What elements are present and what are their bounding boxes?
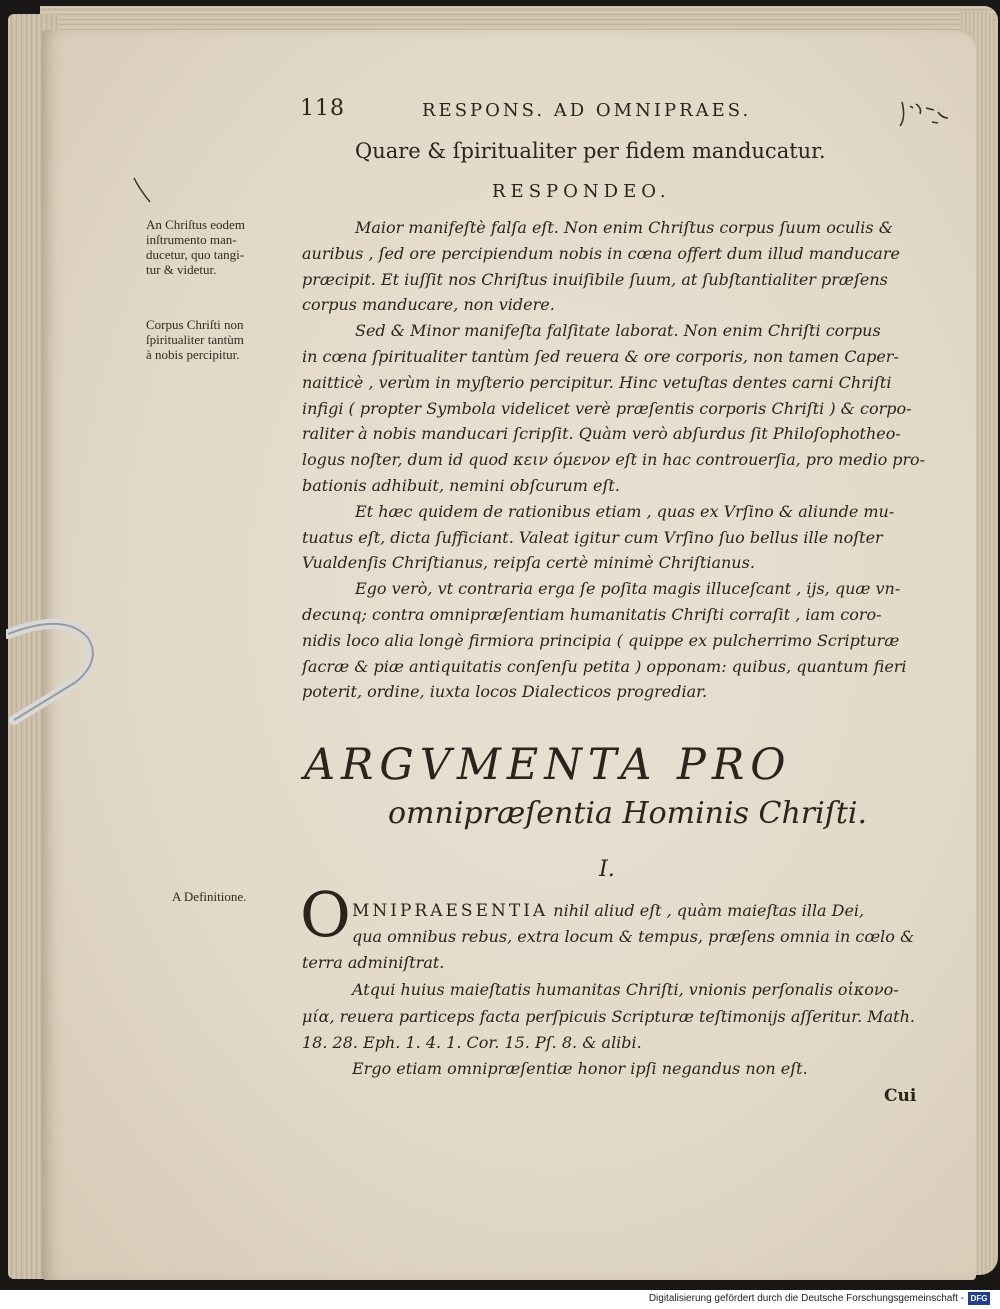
marginal-line: Corpus Chriſti non [146, 317, 244, 332]
body-line: Ego verò, vt contraria erga ſe poſita magis illuceſcant , ijs, quæ vn- [355, 579, 901, 599]
respondeo-heading: RESPONDEO. [492, 181, 671, 202]
argument-line-7: Ergo etiam omnipræſentiæ honor ipſi negandus non eſt. [352, 1059, 808, 1078]
marginal-line: inſtrumento man- [146, 232, 237, 247]
body-line: decunq; contra omnipræſentiam humanitatis Chriſti corraſit , iam coro- [302, 605, 882, 624]
body-line: auribus , ſed ore percipiendum nobis in cœna offert dum illud manducare [302, 243, 900, 263]
page-number: 118 [300, 96, 345, 121]
ink-stroke-mark [130, 176, 154, 206]
marginal-note-1 [146, 217, 245, 277]
footer-credit: Digitalisierung gefördert durch die Deutsche Forschungsgemeinschaft - [648, 1293, 964, 1304]
body-line: in cœna ſpiritualiter tantùm ſed reuera & ore corporis, non tamen Caper- [302, 347, 899, 366]
body-line: bationis adhibuit, nemini obſcurum eſt. [302, 476, 620, 495]
marginal-line: ſpiritualiter tantùm [146, 332, 244, 347]
section-number: I. [599, 857, 615, 882]
marginal-note-2 [146, 317, 244, 362]
body-line: corpus manducare, non videre. [302, 295, 555, 315]
drop-capital: O [300, 878, 351, 951]
page-clip-image [6, 616, 94, 726]
marginal-line: tur & videtur. [146, 262, 217, 277]
argument-line-6: 18. 28. Eph. 1. 4. 1. Cor. 15. Pſ. 8. & alibi. [302, 1033, 642, 1052]
body-line: Maior manifeſtè falſa eſt. Non enim Chriſtus corpus ſuum oculis & [355, 218, 893, 237]
argument-last-line: Quare & ſpiritualiter per fidem manducatur. [355, 139, 826, 163]
body-line: Vualdenſis Chriſtianus, reipſa certè minimè Chriſtianus. [302, 553, 755, 573]
ink-smudge-mark [896, 96, 956, 134]
section-title-line2: omnipræſentia Hominis Chriſti. [388, 796, 868, 831]
body-line: raliter à nobis manducari ſcripſit. Quàm verò abſurdus ſit Philoſophotheo- [302, 424, 901, 444]
dfg-logo: DFG [968, 1292, 990, 1305]
catchword: Cui [884, 1086, 917, 1106]
running-title: RESPONS. AD OMNIPRAES. [422, 100, 752, 121]
body-line: tuatus eſt, dicta ſufficiant. Valeat igitur cum Vrſino ſuo bellus ille noſter [302, 527, 883, 547]
marginal-line: An Chriſtus eodem [146, 217, 245, 232]
body-line: præcipit. Et iuſſit nos Chriſtus inuiſibile ſuum, at ſubſtantialiter præſens [302, 269, 888, 289]
argument-line-3: terra adminiſtrat. [302, 953, 445, 972]
body-line: ſacræ & piæ antiquitatis conſenſu petita ) opponam: quibus, quantum fieri [302, 656, 907, 676]
marginal-line: ducetur, quo tangi- [146, 247, 245, 262]
argument-line-1-rest: nihil aliud eſt , quàm maieſtas illa Dei, [548, 901, 865, 920]
argument-line-5: μία, reuera particeps facta perſpicuis Scripturæ teſtimonijs aſſeritur. Math. [302, 1007, 915, 1026]
body-line: naitticè , verùm in myſterio percipitur. Hinc vetuſtas dentes carni Chriſti [302, 372, 892, 392]
section-title-line1: ARGVMENTA PRO [304, 740, 792, 790]
body-line: Sed & Minor manifeſta falſitate laborat. Non enim Chriſti corpus [355, 321, 881, 341]
argument-line-2: qua omnibus rebus, extra locum & tempus, præſens omnia in cœlo & [352, 927, 915, 946]
body-line: poterit, ordine, iuxta locos Dialecticos progrediar. [302, 682, 708, 702]
argument-caps: MNIPRAESENTIA [352, 901, 549, 921]
body-line: logus noſter, dum id quod κειν όμενον eſt in hac controuerſia, pro medio pro- [302, 450, 925, 470]
body-line: infigi ( propter Symbola videlicet verè præſentis corporis Chriſti ) & corpo- [302, 398, 912, 418]
argument-line-1 [352, 901, 864, 921]
marginal-note-3: A Definitione. [172, 889, 247, 904]
marginal-line: à nobis percipitur. [146, 347, 240, 362]
argument-line-4: Atqui huius maieſtatis humanitas Chriſti, vnionis perſonalis οἰκονο- [352, 980, 899, 999]
body-line: nidis loco alia longè firmiora principia ( quippe ex pulcherrimo Scripturæ [302, 630, 900, 650]
body-line: Et hæc quidem de rationibus etiam , quas ex Vrſino & aliunde mu- [355, 501, 895, 521]
